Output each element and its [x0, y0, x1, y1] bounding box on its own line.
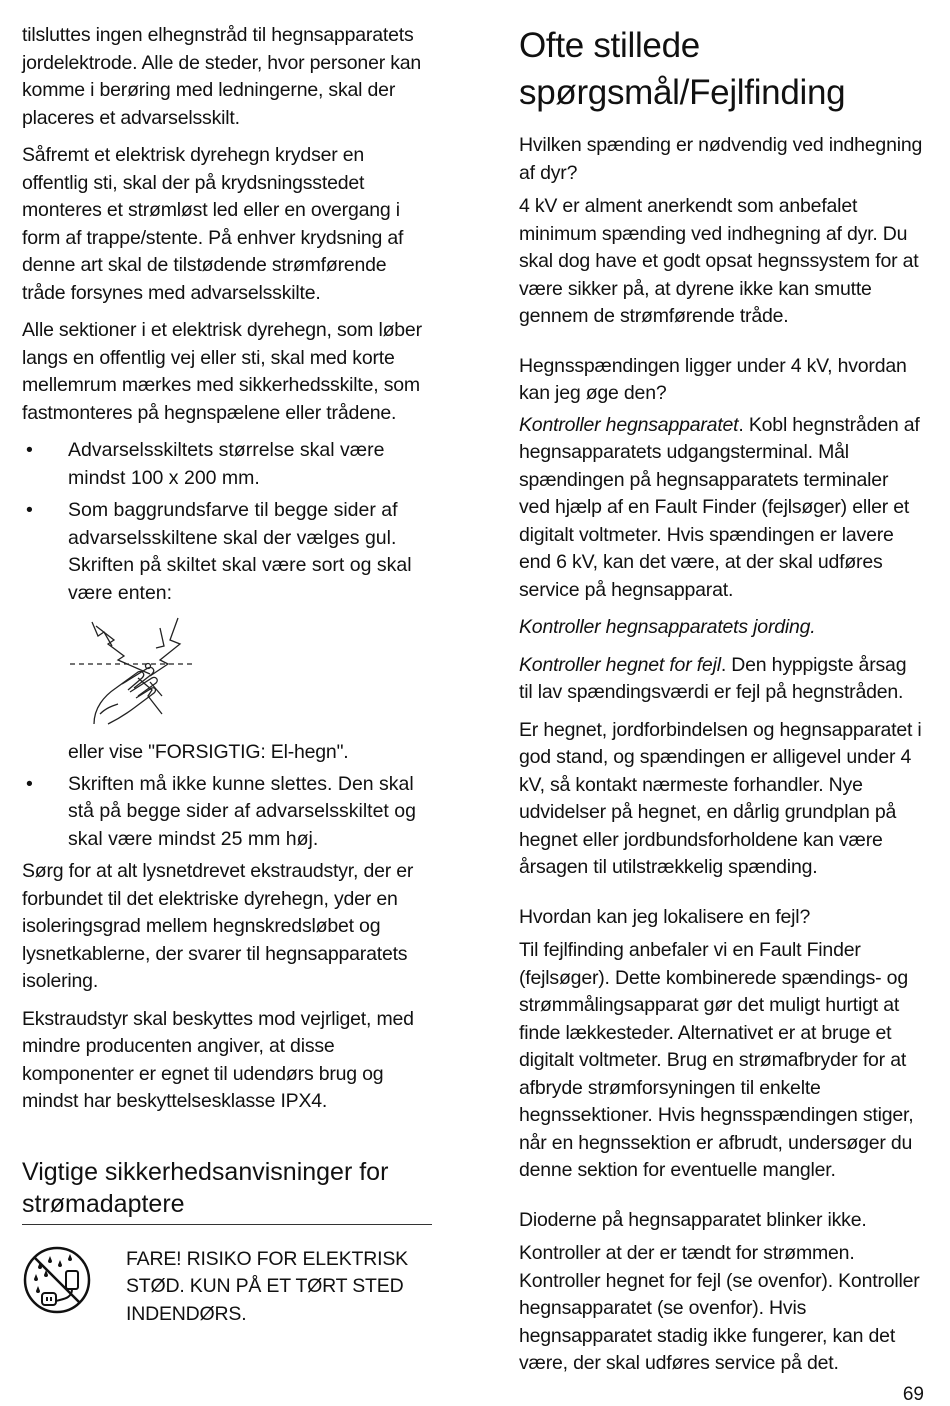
- question: Hvordan kan jeg lokalisere en fejl?: [519, 905, 811, 928]
- paragraph: Sørg for at alt lysnetdrevet ekstraudstyr, der er forbundet til det elektriske dyrehegn, yder en isoleringsgrad mellem hegnskredsløbet og lysnetkablerne, der svarer til hegnsapparatets isolering.: [22, 860, 414, 992]
- answer: 4 kV er alment anerkendt som anbefalet minimum spænding ved indhegning af dyr. Du skal dog have et godt opsat hegnssystem for at være sikker på, at dyrene ikke kan smutte gennem de strømførende tråde.: [519, 195, 919, 327]
- paragraph: Såfremt et elektrisk dyrehegn krydser en offentlig sti, skal der på krydsningsstedet monteres et strømløst led eller en overgang i form af trappe/stente. På enhver krydsning af denne art skal de tilstødende strømførende tråde forsynes med advarselsskilte.: [22, 144, 404, 304]
- question: Hegnsspændingen ligger under 4 kV, hvordan kan jeg øge den?: [519, 354, 907, 404]
- paragraph: Ekstraudstyr skal beskyttes mod vejrliget, med mindre producenten angiver, at disse komponenter er egnet til udendørs brug og mindst har beskyttelsesklasse IPX4.: [22, 1007, 414, 1112]
- page-title: Ofte stillede spørgsmål/Fejlfinding: [519, 26, 846, 112]
- answer-text: . Den hyppigste årsag til lav spændingsværdi er fejl på hegnstråden.: [519, 653, 907, 703]
- right-column: [519, 22, 924, 1388]
- warning-block: [22, 1245, 432, 1329]
- bullet-item: • Advarselsskiltets størrelse skal være mindst 100 x 200 mm.: [22, 437, 432, 492]
- answer-text: . Kobl hegnstråden af hegnsapparatets udgangsterminal. Mål spændingen på hegnsapparatets terminaler ved hjælp af en Fault Finder (fejlsøger) eller et digitalt voltmeter. Hvis spændingen er lavere end 6 kV, kan det være, at der skal udføres service på hegnsapparat.: [519, 413, 920, 601]
- section-heading: Vigtige sikkerhedsanvisninger for strømadaptere: [22, 1156, 432, 1225]
- answer: Er hegnet, jordforbindelsen og hegnsapparatet i god stand, og spændingen er alligevel under 4 kV, så kontakt nærmeste forhandler. Nye udvidelser på hegnet, en dårlig grundplan på hegnet eller jordbundsforholdene kan være årsagen til utilstrækkelig spænding.: [519, 718, 922, 878]
- answer-emphasis: Kontroller hegnsapparatets jording.: [519, 616, 816, 638]
- bullet-list: [22, 771, 432, 854]
- question: Hvilken spænding er nødvendig ved indhegning af dyr?: [519, 134, 923, 184]
- answer: [519, 614, 924, 642]
- bullet-item: • Skriften må ikke kunne slettes. Den skal stå på begge sider af advarselsskiltet og skal være mindst 25 mm høj.: [22, 771, 432, 854]
- bullet-item: • Som baggrundsfarve til begge sider af advarselsskiltene skal der vælges gul. Skriften på skiltet skal være sort og skal være enten:: [22, 497, 432, 607]
- left-column: [22, 22, 432, 1328]
- indoor-use-only-icon: [22, 1245, 92, 1315]
- question: Dioderne på hegnsapparatet blinker ikke.: [519, 1208, 867, 1231]
- electric-hazard-hand-icon: [64, 616, 204, 726]
- sign-caption: eller vise "FORSIGTIG: El-hegn".: [68, 741, 349, 763]
- answer-emphasis: Kontroller hegnsapparatet: [519, 413, 739, 436]
- answer-emphasis: Kontroller hegnet for fejl: [519, 653, 721, 676]
- page-number: 69: [902, 1384, 924, 1405]
- bullet-list: [22, 437, 432, 607]
- paragraph: Alle sektioner i et elektrisk dyrehegn, som løber langs en offentlig vej eller sti, skal med korte mellemrum mærkes med sikkerhedsskilte, som fastmonteres på hegnspælene eller trådene.: [22, 319, 422, 424]
- paragraph: tilsluttes ingen elhegnstråd til hegnsapparatets jordelektrode. Alle de steder, hvor personer kan komme i berøring med ledningerne, skal der placeres et advarselsskilt.: [22, 24, 422, 129]
- answer: Til fejlfinding anbefaler vi en Fault Finder (fejlsøger). Dette kombinerede spændings- og strømmålingsapparat gør det muligt hurtigt at finde lækkesteder. Alternativet er at bruge et digitalt voltmeter. Brug en strømafbryder for at afbryde strømforsyningen til enkelte hegnssektioner. Hvis hegnsspændingen stiger, når en hegnssektion er afbrudt, undersøger du denne sektion for eventuelle mangler.: [519, 939, 914, 1181]
- warning-text: FARE! RISIKO FOR ELEKTRISK STØD. KUN PÅ ET TØRT STED INDENDØRS.: [126, 1247, 408, 1325]
- answer: [519, 652, 924, 707]
- answer: [519, 412, 924, 605]
- answer: Kontroller at der er tændt for strømmen. Kontroller hegnet for fejl (se ovenfor). Kontroller hegnsapparatet (se ovenfor). Hvis hegnsapparatet stadig ikke fungerer, kan det være, der skal udføres service på det.: [519, 1242, 920, 1374]
